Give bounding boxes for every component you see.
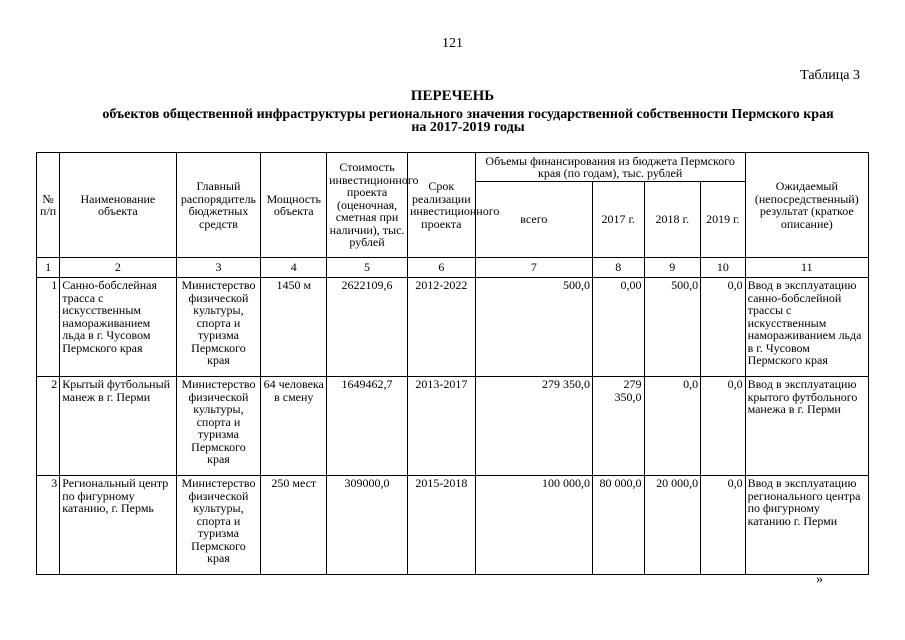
row-2017: 279 350,0 <box>592 377 644 476</box>
row-2017: 0,00 <box>592 278 644 377</box>
row-period: 2013-2017 <box>407 377 475 476</box>
header-cost: Стоимость инвестиционного проекта (оценочная, сметная при наличии), тыс. рублей <box>327 153 408 258</box>
row-2019: 0,0 <box>701 476 745 575</box>
document-subtitle: объектов общественной инфраструктуры регионального значения государственной собственности Пермского края на 2017-2019 годы <box>102 107 834 135</box>
row-total: 500,0 <box>475 278 592 377</box>
column-number: 1 <box>37 258 60 278</box>
row-result: Ввод в эксплуатацию санно-бобслейной трассы с искусственным намораживанием льда в г. Чусовом Пермского края <box>745 278 868 377</box>
header-capacity: Мощность объекта <box>261 153 327 258</box>
header-total: всего <box>475 182 592 258</box>
column-number: 3 <box>176 258 261 278</box>
header-2017: 2017 г. <box>592 182 644 258</box>
row-result: Ввод в эксплуатацию регионального центра по фигурному катанию г. Перми <box>745 476 868 575</box>
header-num: № п/п <box>37 153 60 258</box>
page-number: 121 <box>442 36 463 51</box>
header-distributor: Главный распорядитель бюджетных средств <box>176 153 261 258</box>
row-distributor: Министерство физической культуры, спорта и туризма Пермского края <box>176 377 261 476</box>
closing-quote: » <box>816 572 823 587</box>
row-capacity: 250 мест <box>261 476 327 575</box>
row-capacity: 64 человека в смену <box>261 377 327 476</box>
row-cost: 309000,0 <box>327 476 408 575</box>
document-title: ПЕРЕЧЕНЬ <box>410 88 495 104</box>
column-number: 11 <box>745 258 868 278</box>
header-funding: Объемы финансирования из бюджета Пермского края (по годам), тыс. рублей <box>475 153 745 182</box>
column-number-row <box>37 258 869 278</box>
row-total: 279 350,0 <box>475 377 592 476</box>
column-number: 5 <box>327 258 408 278</box>
row-2018: 20 000,0 <box>644 476 701 575</box>
column-number: 4 <box>261 258 327 278</box>
row-name: Крытый футбольный манеж в г. Перми <box>60 377 176 476</box>
row-distributor: Министерство физической культуры, спорта и туризма Пермского края <box>176 278 261 377</box>
header-result: Ожидаемый (непосредственный) результат (краткое описание) <box>745 153 868 258</box>
column-number: 6 <box>407 258 475 278</box>
column-number: 8 <box>592 258 644 278</box>
row-2019: 0,0 <box>701 377 745 476</box>
header-name: Наименование объекта <box>60 153 176 258</box>
row-num: 2 <box>37 377 60 476</box>
row-distributor: Министерство физической культуры, спорта и туризма Пермского края <box>176 476 261 575</box>
row-2019: 0,0 <box>701 278 745 377</box>
row-2017: 80 000,0 <box>592 476 644 575</box>
row-total: 100 000,0 <box>475 476 592 575</box>
row-num: 3 <box>37 476 60 575</box>
header-row <box>37 153 869 182</box>
table-label: Таблица 3 <box>800 68 860 83</box>
row-2018: 500,0 <box>644 278 701 377</box>
row-cost: 2622109,6 <box>327 278 408 377</box>
column-number: 2 <box>60 258 176 278</box>
header-2019: 2019 г. <box>701 182 745 258</box>
row-num: 1 <box>37 278 60 377</box>
column-number: 7 <box>475 258 592 278</box>
row-result: Ввод в эксплуатацию крытого футбольного манежа в г. Перми <box>745 377 868 476</box>
table-row <box>37 377 869 476</box>
column-number: 10 <box>701 258 745 278</box>
row-name: Региональный центр по фигурному катанию, г. Пермь <box>60 476 176 575</box>
header-period: Срок реализации инвестиционного проекта <box>407 153 475 258</box>
row-capacity: 1450 м <box>261 278 327 377</box>
header-2018: 2018 г. <box>644 182 701 258</box>
row-cost: 1649462,7 <box>327 377 408 476</box>
row-period: 2015-2018 <box>407 476 475 575</box>
column-number: 9 <box>644 258 701 278</box>
row-period: 2012-2022 <box>407 278 475 377</box>
table-row <box>37 476 869 575</box>
row-2018: 0,0 <box>644 377 701 476</box>
row-name: Санно-бобслейная трасса с искусственным намораживанием льда в г. Чусовом Пермского края <box>60 278 176 377</box>
table-row <box>37 278 869 377</box>
infrastructure-table <box>36 152 869 575</box>
